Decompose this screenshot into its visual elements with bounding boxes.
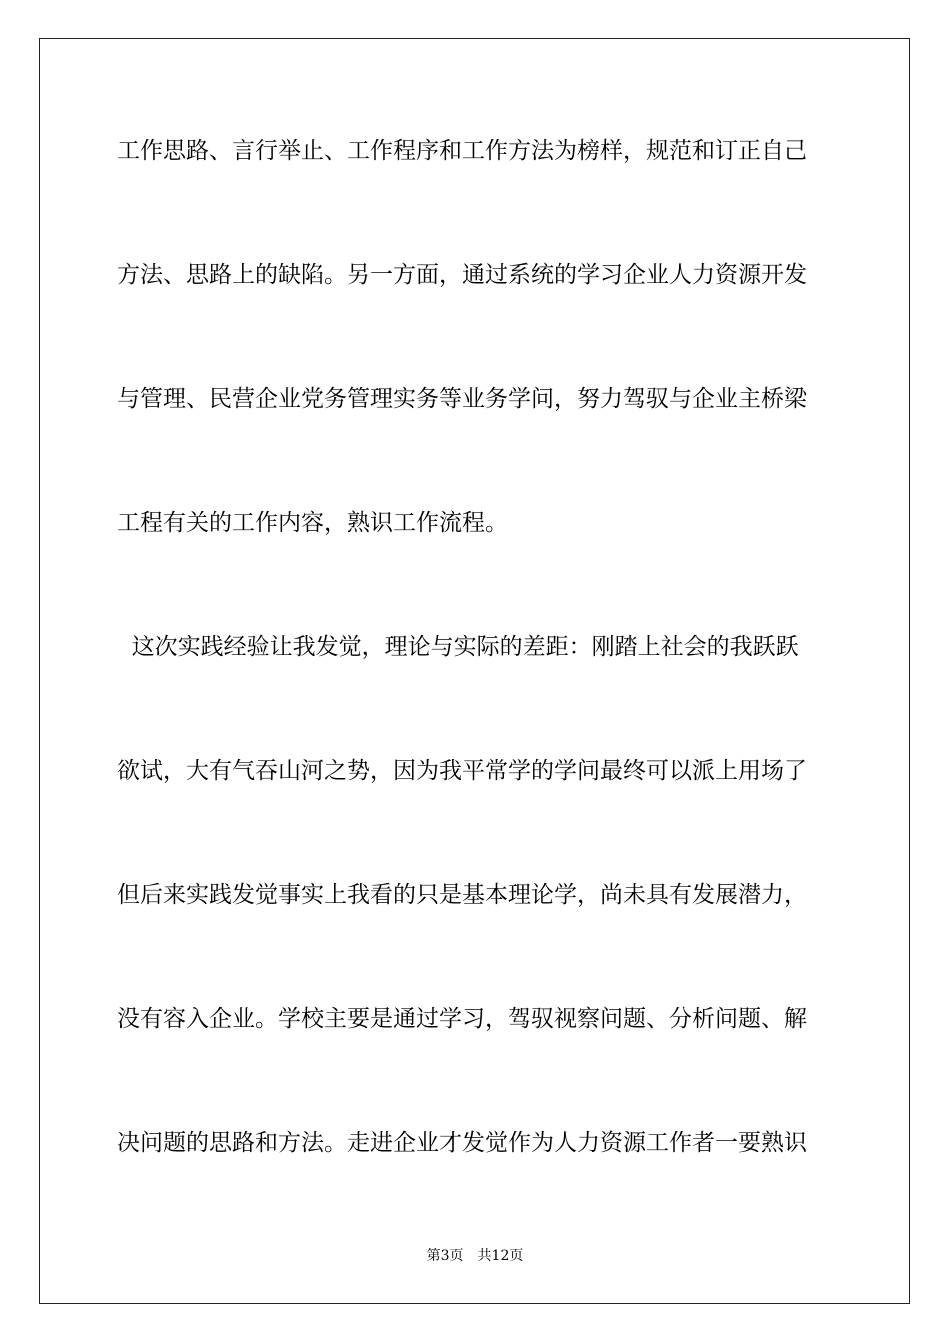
page-number: 第3页 [426,1248,464,1264]
text-line: 方法、思路上的缺陷。另一方面，通过系统的学习企业人力资源开发 [117,262,807,288]
text-line: 欲试，大有气吞山河之势，因为我平常学的学问最终可以派上用场了 [117,758,807,784]
text-line: 这次实践经验让我发觉，理论与实际的差距：刚踏上社会的我跃跃 [117,634,799,660]
text-line: 没有容入企业。学校主要是通过学习，驾驭视察问题、分析问题、解 [117,1006,807,1032]
page-total: 共12页 [477,1248,524,1264]
text-line: 与管理、民营企业党务管理实务等业务学问，努力驾驭与企业主桥梁 [117,386,807,412]
text-line: 决问题的思路和方法。走进企业才发觉作为人力资源工作者一要熟识 [117,1130,807,1156]
text-line: 但后来实践发觉事实上我看的只是基本理论学，尚未具有发展潜力， [117,882,807,908]
text-line: 工作思路、言行举止、工作程序和工作方法为榜样，规范和订正自己 [117,138,807,164]
page-border [39,38,910,1304]
text-line: 工程有关的工作内容，熟识工作流程。 [117,510,508,536]
page-footer [0,1245,950,1265]
